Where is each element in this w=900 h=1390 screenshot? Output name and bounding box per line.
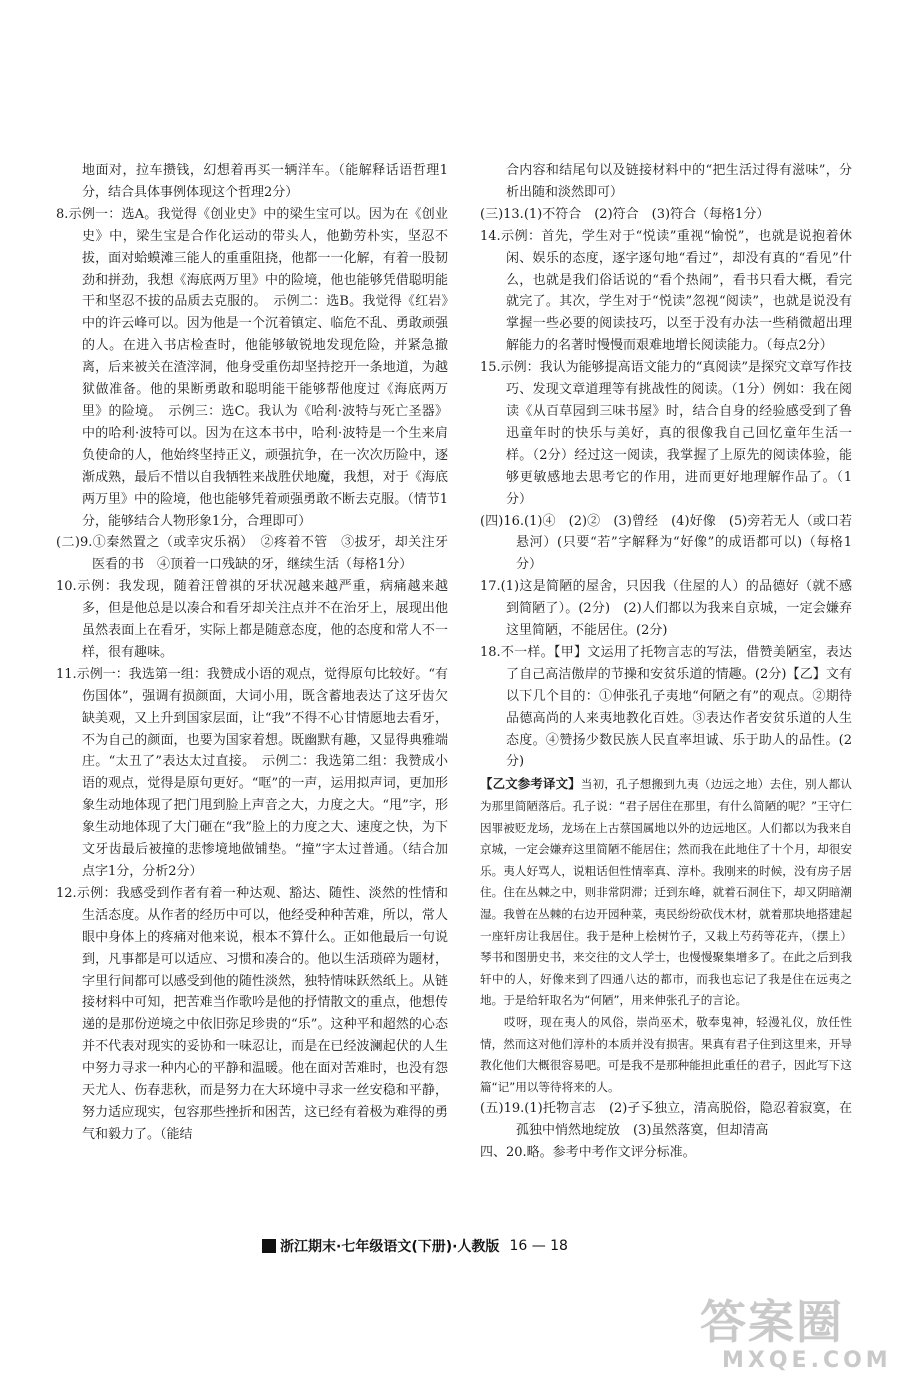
answer-item: 12.示例：我感受到作者有着一种达观、豁达、随性、淡然的性情和生活态度。从作者的经历中可以，他经受种种苦难，所以，常人眼中身体上的疼痛对他来说，根本不算什么。正如他最后一句说到，凡事都是可以适应、习惯和凑合的。他以生活琐碎为题材，字里行间都可以感受到他的随性淡然，独特情味跃然纸上。从链接材料中可知，把苦难当作歌吟是他的抒情散文的重点，他想传递的是那份逆境之中依旧弥足珍贵的“乐”。这种平和超然的心态并不代表对现实的妥协和一味忍让，而是在已经波澜起伏的人生中努力寻求一种内心的平静和温暖。他在面对苦难时，也没有怨天尤人、伤春悲秋，而是努力在大环境中寻求一丝安稳和平静，努力适应现实，包容那些挫折和困苦，这已经有着极为难得的勇气和毅力了。（能结	[56, 885, 448, 1142]
answer-item: 8.示例一：选A。我觉得《创业史》中的梁生宝可以。因为在《创业史》中，梁生宝是合作化运动的带头人，他勤劳朴实，坚忍不拔，面对蛤蟆滩三能人的重重阻挠，他都一一化解，有着一股韧劲和拼劲，我想《海底两万里》中的险境，他也能够凭借聪明能干和坚忍不拔的品质去克服的。 示例二：选B。我觉得《红岩》中的许云峰可以。因为他是一个沉着镇定、临危不乱、勇敢顽强的人。在进入书店检查时，他能够敏锐地发现危险，并紧急撤离，后来被关在渣滓洞，他身受重伤却坚持挖开一条地道，为越狱做准备。他的果断勇敢和聪明能干能够帮他度过《海底两万里》的险境。 示例三：选C。我认为《哈利·波特与死亡圣器》中的哈利·波特可以。因为在这本书中，哈利·波特是一个生来肩负使命的人，他始终坚持正义，顽强抗争，在一次次历险中，逐渐成熟，最后不惜以自我牺牲来战胜伏地魔，我想，对于《海底两万里》中的险境，他也能够凭着顽强勇敢不断去克服。（情节1分，能够结合人物形象1分，合理即可）	[56, 206, 448, 529]
answer-item: (四)16.(1)④ (2)② (3)曾经 (4)好像 (5)旁若无人（或口若悬河）(只要“若”字解释为“好像”的成语都可以)（每格1分）	[480, 513, 852, 573]
footer-square-icon	[262, 1239, 276, 1253]
watermark-logo: 答案圈	[700, 1295, 844, 1349]
translation-heading: 【乙文参考译文】	[480, 776, 581, 792]
answer-item: (五)19.(1)托物言志 (2)孑孓独立，清高脱俗，隐忍着寂寞，在孤独中悄然地绽放 (3)虽然落寞，但却清高	[480, 1101, 852, 1139]
footer-title: 浙江期末·七年级语文(下册)·人教版	[280, 1239, 500, 1255]
page-number: 16 — 18	[509, 1238, 568, 1254]
answer-item: 10.示例：我发现，随着汪曾祺的牙状况越来越严重，病痛越来越多，但是他总是以凑合和看牙却关注点并不在治牙上，展现出他虽然表面上在看牙，实际上都是随意态度，他的态度和常人不一样，很有趣味。	[56, 579, 448, 660]
answer-item: 17.(1)这是简陋的屋舍，只因我（住屋的人）的品德好（就不感到简陋了）。(2分) (2)人们都以为我来自京城，一定会嫌弃这里简陋，不能居住。(2分)	[480, 579, 852, 639]
right-column	[480, 160, 852, 1164]
answer-item: (三)13.(1)不符合 (2)符合 (3)符合（每格1分）	[480, 206, 770, 222]
answer-item: 11.示例一：我选第一组：我赞成小语的观点，觉得原句比较好。“有伤国体”，强调有损颜面，大词小用，既含蓄地表达了这牙齿欠缺美观，又上升到国家层面，让“我”不得不心甘情愿地去看牙，不为自己的颜面，也要为国家着想。既幽默有趣，又显得典雅端庄。“太丑了”表达太过直接。 示例二：我选第二组：我赞成小语的观点，觉得是原句更好。“哐”的一声，运用拟声词，更加形象生动地体现了把门甩到脸上声音之大，力度之大。“甩”字，形象生动地体现了大门砸在“我”脸上的力度之大、速度之快，为下文牙齿最后被撞的悲惨境地做铺垫。“撞”字太过普通。（结合加点字1分，分析2分）	[56, 666, 448, 879]
answer-item: 18.不一样。【甲】文运用了托物言志的写法，借赞美陋室，表达了自己高洁傲岸的节操和安贫乐道的情趣。(2分)【乙】文有以下几个目的：①伸张孔子夷地“何陋之有”的观点。②期待品德高尚的人来夷地教化百姓。③表达作者安贫乐道的人生态度。④赞扬少数民族人民直率坦诚、乐于助人的品性。(2分)	[480, 644, 852, 770]
answer-item: 15.示例：我认为能够提高语文能力的“真阅读”是探究文章写作技巧、发现文章道理等有挑战性的阅读。（1分）例如：我在阅读《从百草园到三味书屋》时，结合自身的经验感受到了鲁迅童年时的快乐与美好，真的很像我自己回忆童年生活一样。（2分）经过这一阅读，我掌握了上原先的阅读体验，能够更敏感地去思考它的作用，进而更好地理解作品了。（1分）	[480, 360, 852, 507]
answer-item: 四、20.略。参考中考作文评分标准。	[480, 1145, 696, 1161]
answer-item: (二)9.①秦然置之（或幸灾乐祸） ②疼着不管 ③拔牙，却关注牙医看的书 ④顶着一口残缺的牙，继续生活（每格1分）	[56, 535, 448, 573]
answer-item: 地面对，拉车攒钱，幻想着再买一辆洋车。（能解释话语哲理1分，结合具体事例体现这个哲理2分）	[82, 163, 448, 200]
translation-paragraph: 哎呀，现在夷人的风俗，崇尚巫术，敬奉鬼神，轻漫礼仪，放任性情，然而这对他们淳朴的本质并没有损害。果真有君子住到这里来，开导教化他们大概很容易吧。可是我不是那种能担此重任的君子，因此写下这篇“记”用以等待将来的人。	[480, 1014, 852, 1094]
answer-item: 14.示例：首先，学生对于“悦读”重视“愉悦”，也就是说抱着休闲、娱乐的态度，逐字逐句地“看过”，却没有真的“看见”什么，也就是我们俗话说的“看个热闹”，看书只看大概，看完就完了。其次，学生对于“悦读”忽视“阅读”，也就是说没有掌握一些必要的阅读技巧，以至于没有办法一些稍微超出理解能力的名著时慢慢而艰难地增长阅读能力。（每点2分）	[480, 228, 852, 354]
watermark	[700, 1296, 890, 1386]
watermark-url: MXQE.COM	[722, 1348, 892, 1373]
translation-text: 当初，孔子想搬到九夷（边远之地）去住，别人都认为那里简陋落后。孔子说：“君子居住在那里，有什么简陋的呢？”王守仁因罪被贬龙场，龙场在上古蔡国属地以外的边远地区。人们都以为我来自京城，一定会嫌弃这里简陋不能居住；然而我在此地住了十个月，却很安乐。夷人好骂人，说粗话但性情率真、淳朴。我刚来的时候，没有房子居住。住在丛棘之中，则非常阴滞；迁到东峰，就着石洞住下，却又阴暗潮湿。我曾在丛棘的右边开园种菜，夷民纷纷砍伐木材，就着那块地搭建起一座轩房让我居住。我于是种上桧树竹子，又栽上芍药等花卉，（摆上）琴书和图册史书，来交往的文人学士，也慢慢聚集增多了。在此之后到我轩中的人，好像来到了四通八达的都市，而我也忘记了我是住在远夷之地。于是给轩取名为“何陋”，用来伸张孔子的言论。	[480, 777, 852, 1008]
left-column	[56, 160, 448, 1146]
answer-item: 合内容和结尾句以及链接材料中的“把生活过得有滋味”，分析出随和淡然即可）	[506, 163, 852, 200]
page-footer	[262, 1234, 682, 1258]
translation-paragraph	[480, 773, 852, 1012]
